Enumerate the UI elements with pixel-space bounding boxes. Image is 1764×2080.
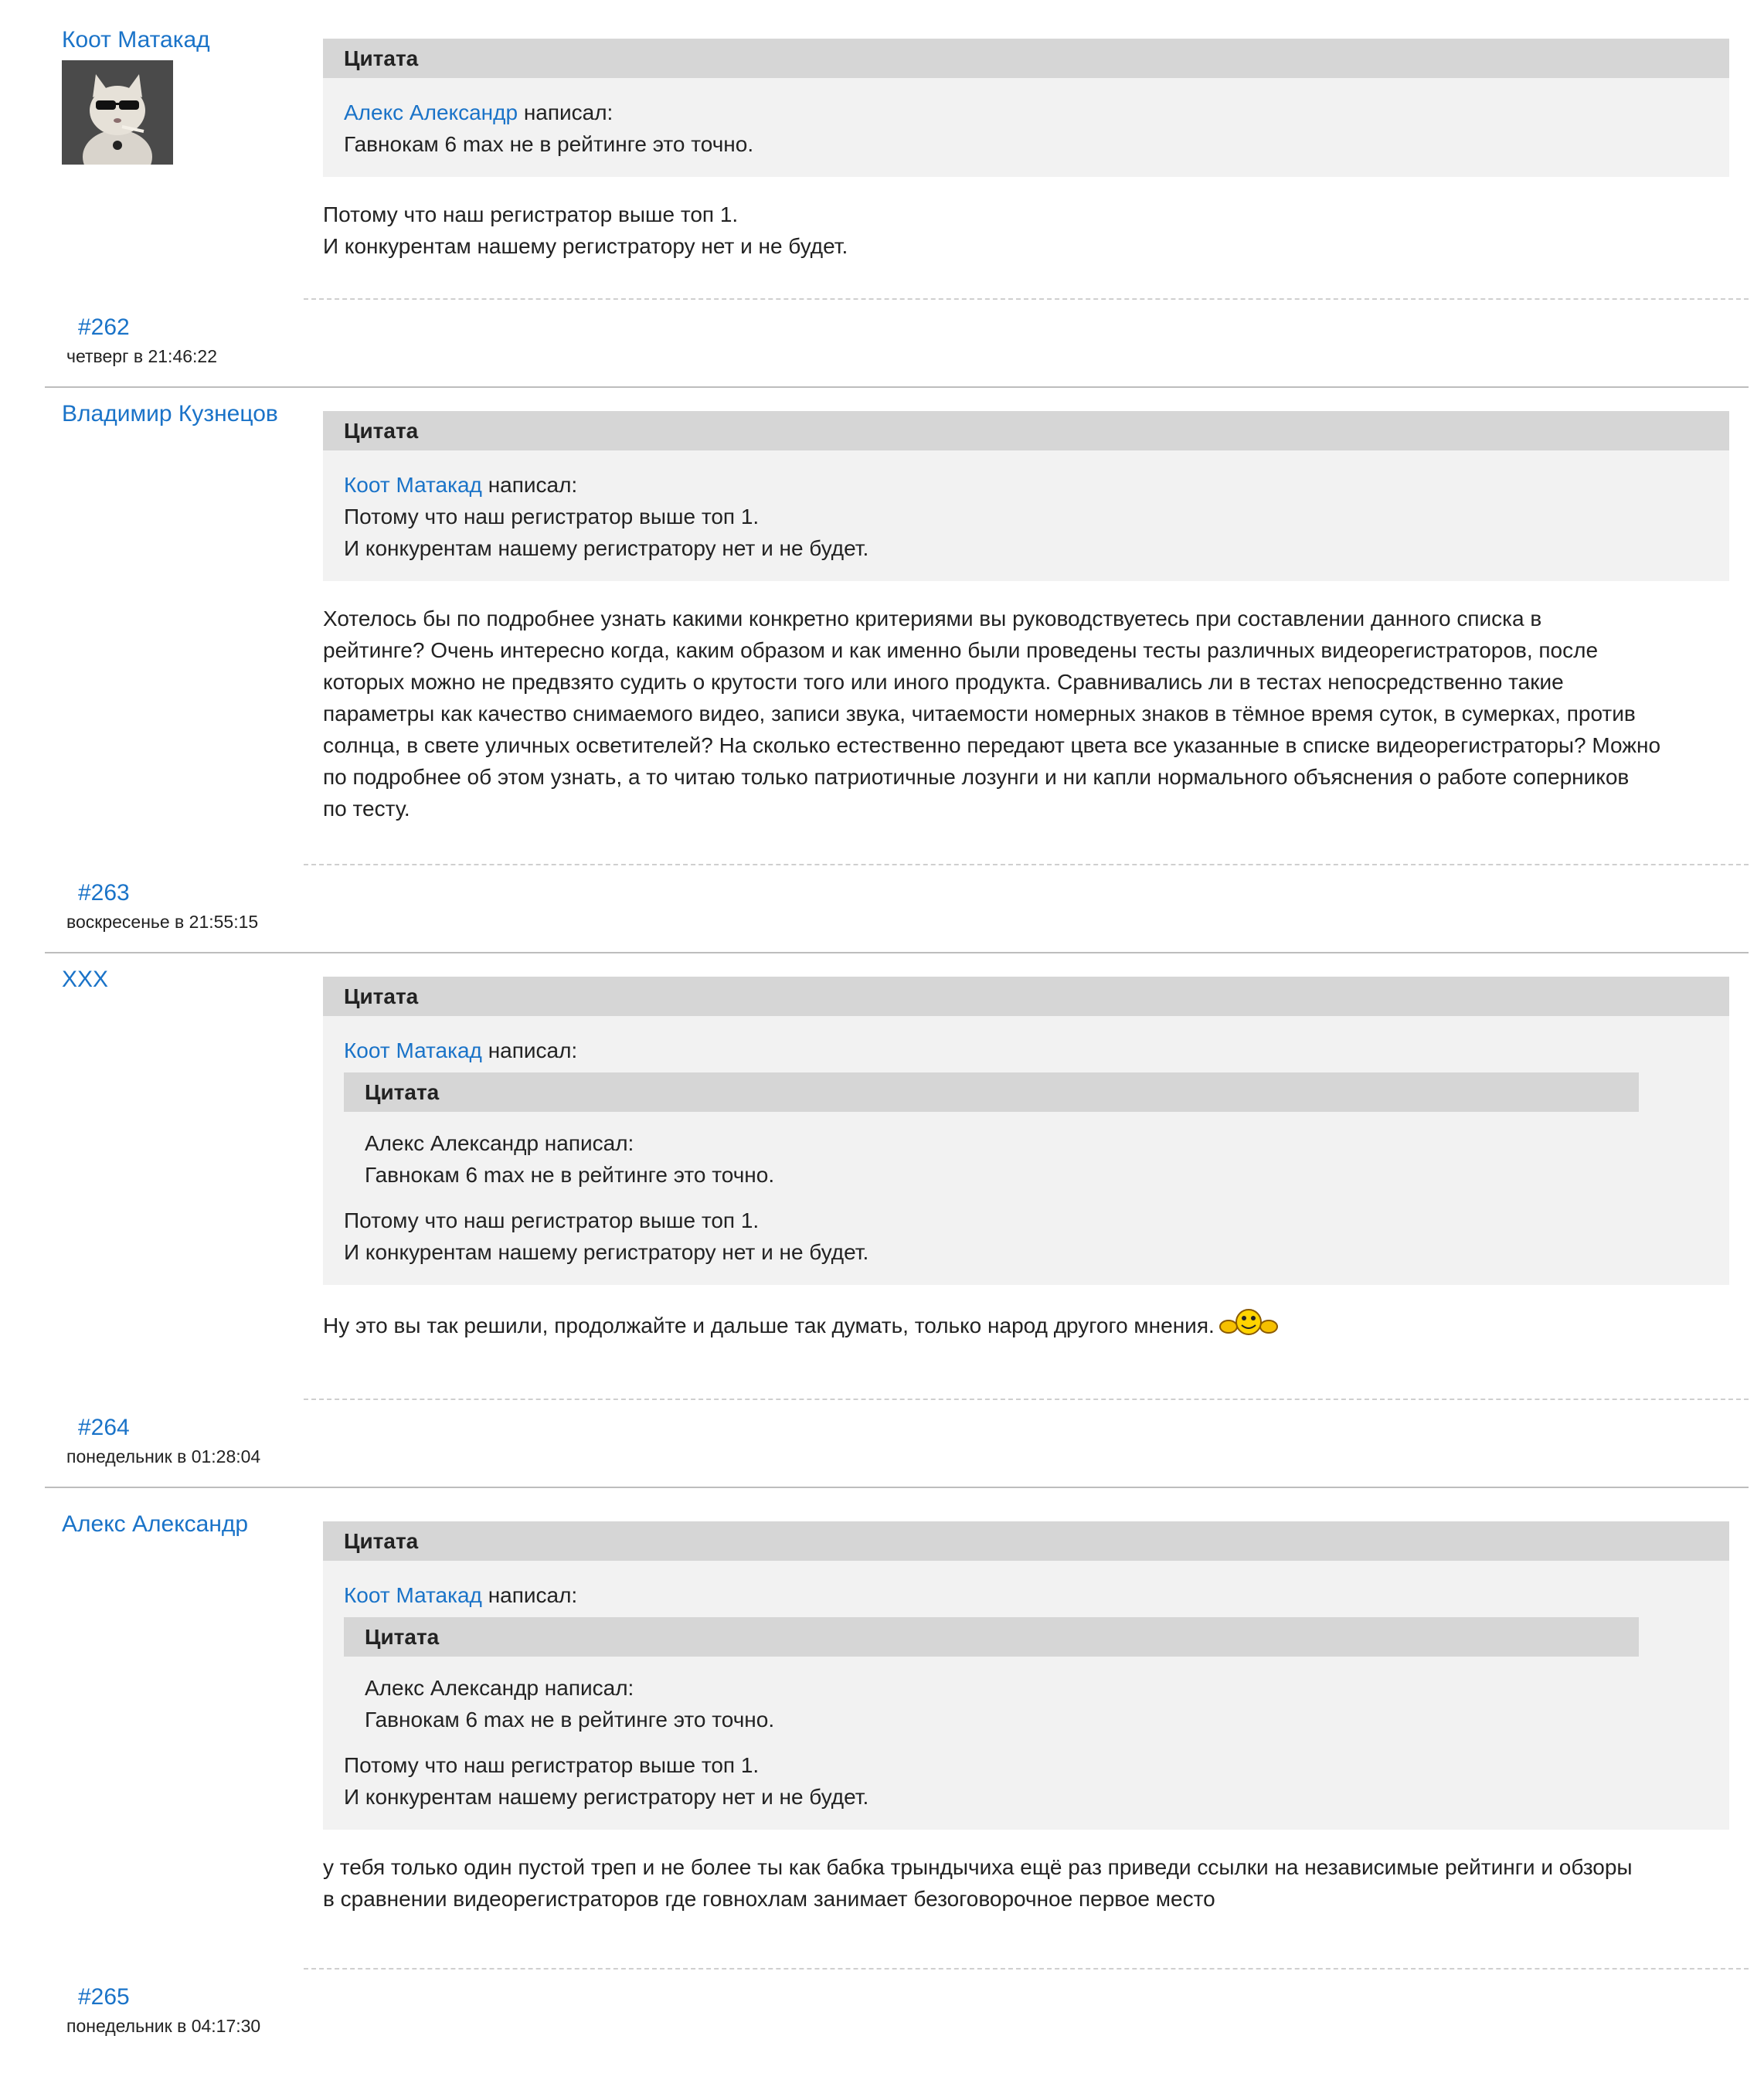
post-number-link[interactable]: #262 (78, 314, 130, 340)
quote-header: Цитата (323, 1521, 1729, 1561)
quote-author-link[interactable]: Коот Матакад (344, 1583, 482, 1607)
quote-line: Потому что наш регистратор выше топ 1. (344, 505, 760, 528)
quote-header: Цитата (344, 1072, 1639, 1112)
quote-line: Гавнокам 6 max не в рейтинге это точно. (365, 1163, 775, 1187)
quote-line: И конкурентам нашему регистратору нет и не будет. (344, 536, 869, 560)
post-message (323, 1851, 1729, 1915)
smiley-shrug-icon (1219, 1307, 1278, 1348)
quote-block (323, 39, 1729, 177)
post-number-link[interactable]: #264 (78, 1415, 130, 1440)
post-separator (45, 386, 1749, 388)
post-message (323, 1307, 1729, 1348)
message-line: И конкурентам нашему регистратору нет и не будет. (323, 234, 848, 258)
nested-quote-block (344, 1617, 1639, 1743)
avatar[interactable] (62, 60, 173, 165)
post-date: понедельник в 01:28:04 (66, 1446, 261, 1467)
post-separator (45, 1487, 1749, 1488)
quote-block (323, 411, 1729, 581)
quote-line: Алекс Александр написал: (365, 1131, 634, 1155)
message-line: по подробнее об этом узнать, а то читаю только патриотичные лозунги и ни капли нормального объяснения о работе соперников (323, 765, 1630, 789)
post-content (323, 977, 1729, 1348)
quote-header: Цитата (323, 977, 1729, 1016)
quote-line: Алекс Александр написал: (365, 1676, 634, 1700)
message-line: рейтинге? Очень интересно когда, каким образом и как именно были проведены тесты различных видеорегистраторов, после (323, 638, 1599, 662)
divider (304, 1968, 1749, 1970)
post-author-link[interactable]: Алекс Александр (62, 1511, 249, 1537)
post-number-link[interactable]: #263 (78, 880, 130, 906)
quote-header: Цитата (344, 1617, 1639, 1657)
quote-header: Цитата (323, 411, 1729, 450)
post-content (323, 411, 1729, 824)
divider (304, 298, 1749, 300)
quote-line: Гавнокам 6 max не в рейтинге это точно. (344, 132, 754, 156)
post-date: понедельник в 04:17:30 (66, 2016, 261, 2036)
post-author-link[interactable]: XXX (62, 967, 109, 992)
quote-header: Цитата (323, 39, 1729, 78)
post-author-link[interactable]: Коот Матакад (62, 27, 210, 53)
quote-line: И конкурентам нашему регистратору нет и не будет. (344, 1240, 869, 1264)
post-content (323, 1521, 1729, 1915)
quote-author-link[interactable]: Алекс Александр (344, 100, 518, 124)
post-message (323, 603, 1729, 824)
message-line: у тебя только один пустой треп и не более ты как бабка трындычиха ещё раз приведи ссылки на независимые рейтинги и обзоры (323, 1855, 1633, 1879)
nested-quote-block (344, 1072, 1639, 1198)
message-line: Хотелось бы по подробнее узнать какими конкретно критериями вы руководствуетесь при составлении данного списка в (323, 607, 1542, 630)
quote-wrote-label: написал: (523, 100, 613, 124)
post-date: четверг в 21:46:22 (66, 346, 218, 366)
quote-author-link[interactable]: Коот Матакад (344, 473, 482, 497)
quote-line: И конкурентам нашему регистратору нет и не будет. (344, 1785, 869, 1809)
quote-line: Гавнокам 6 max не в рейтинге это точно. (365, 1708, 775, 1732)
quote-block (323, 1521, 1729, 1830)
divider (304, 1399, 1749, 1400)
message-line: параметры как качество снимаемого видео, записи звука, читаемости номерных знаков в тёмное время суток, в сумерках, против (323, 702, 1636, 726)
message-line: по тесту. (323, 797, 410, 821)
post-message (323, 199, 1729, 262)
post-date: воскресенье в 21:55:15 (66, 912, 259, 932)
post-content (323, 39, 1729, 262)
post-author-link[interactable]: Владимир Кузнецов (62, 401, 278, 427)
post-number-link[interactable]: #265 (78, 1984, 130, 2010)
quote-author-link[interactable]: Коот Матакад (344, 1038, 482, 1062)
quote-wrote-label: написал: (488, 1583, 578, 1607)
quote-wrote-label: написал: (488, 1038, 578, 1062)
quote-line: Потому что наш регистратор выше топ 1. (344, 1753, 760, 1777)
cat-with-sunglasses-icon (62, 60, 173, 165)
message-line: которых можно не предвзято судить о крутости того или иного продукта. Сравнивались ли в тестах непосредственно такие (323, 670, 1564, 694)
quote-wrote-label: написал: (488, 473, 578, 497)
post-separator (45, 952, 1749, 953)
quote-block (323, 977, 1729, 1285)
divider (304, 864, 1749, 865)
message-line: Потому что наш регистратор выше топ 1. (323, 202, 739, 226)
message-line: в сравнении видеорегистраторов где говнохлам занимает безоговорочное первое место (323, 1887, 1215, 1911)
quote-line: Потому что наш регистратор выше топ 1. (344, 1208, 760, 1232)
message-line: Ну это вы так решили, продолжайте и дальше так думать, только народ другого мнения. (323, 1313, 1215, 1337)
message-line: солнца, в свете уличных осветителей? На сколько естественно передают цвета все указанные в списке видеорегистраторы? Можно (323, 733, 1661, 757)
